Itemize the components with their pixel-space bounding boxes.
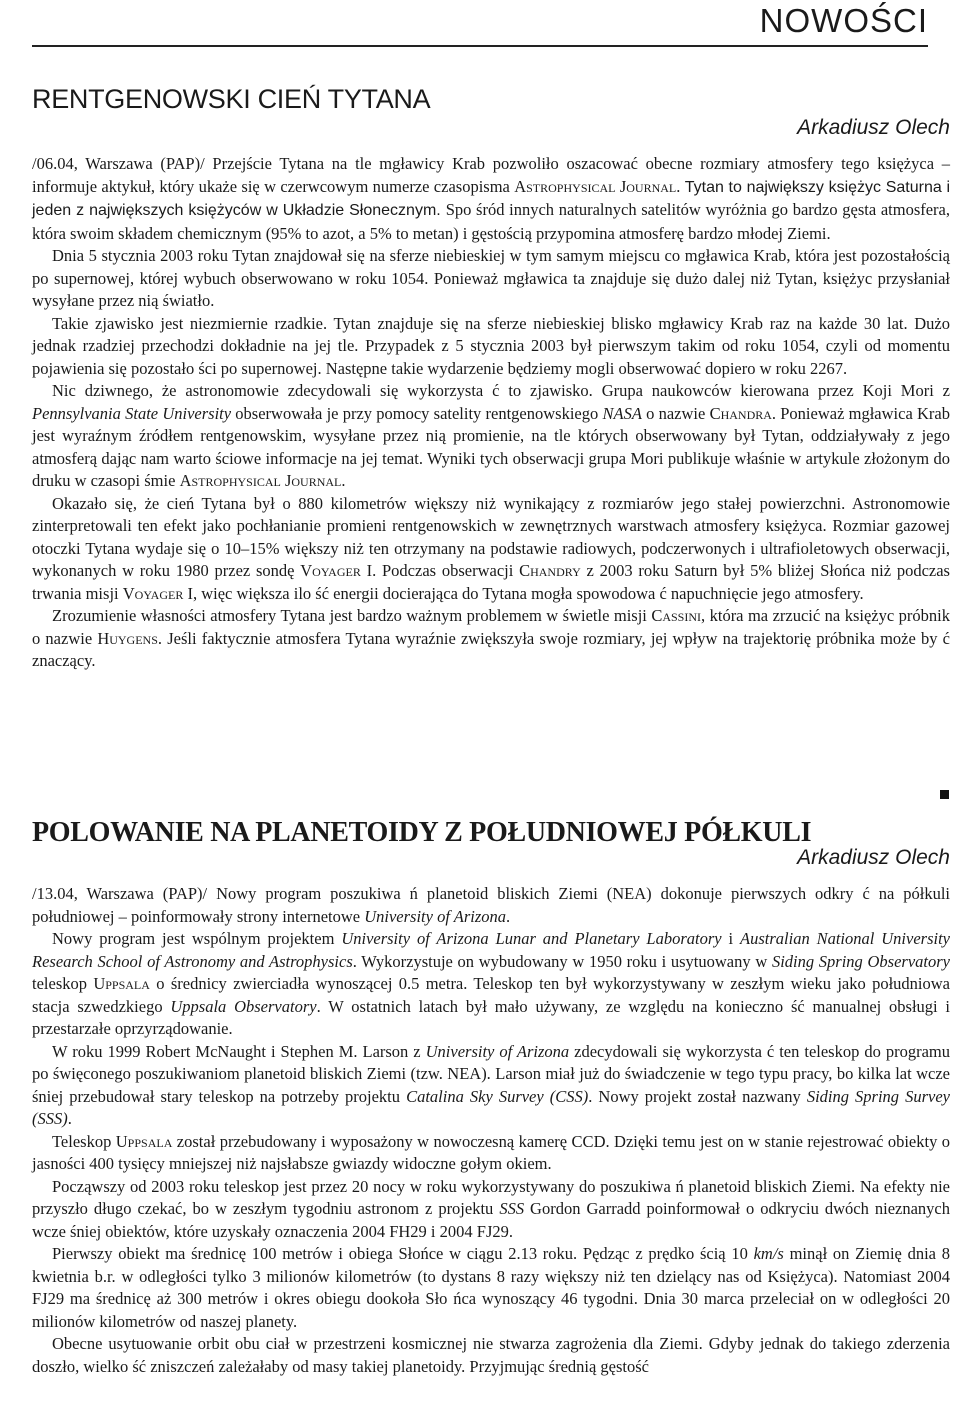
article-author: Arkadiusz Olech	[797, 115, 950, 139]
text: minął on Ziemię dnia 8 kwietnia b.r. w odległości tylko 3 milionów kilometrów (to dystans 8 razy większy niż ten dzielący nas od Księżyca). Natomiast 2004 FJ29 ma średnicę aż 300 metrów i okres obiegu dookoła Sło ńca wynoszący 46 tygodni. Dnia 30 marca przeleciał on w odległości 20 milionów kilometrów od naszej planety.	[32, 1244, 950, 1331]
article-author: Arkadiusz Olech	[797, 845, 950, 869]
text: Tytan to największy księżyc Saturna i jeden z największych księżyców w Układzie Słonecznym.	[32, 178, 951, 219]
text: W roku 1999 Robert McNaught i Stephen M. Larson z	[52, 1041, 426, 1061]
text: Nic dziwnego, że astronomowie zdecydowali się wykorzysta ć to zjawisko. Grupa naukowców kierowana przez Koji Mori z	[52, 381, 950, 400]
journal-name: Astrophysical Journal	[179, 471, 342, 490]
probe-name: Voyager	[122, 583, 184, 603]
text: teleskop	[32, 974, 94, 993]
project-name: SSS	[499, 1199, 525, 1218]
text: .	[506, 906, 511, 926]
section-header: NOWOŚCI	[759, 2, 928, 39]
university-name: Pennsylvania State University	[32, 403, 232, 423]
institution-name: University of Arizona Lunar and Planetary Laboratory	[341, 929, 722, 948]
text: o średnicy zwierciadła wynoszącej 0.5 metra. Teleskop ten był wykorzystywany w zeszłym wieku jako południowa stacja szwedzkiego	[32, 974, 950, 1016]
telescope-name: Uppsala	[115, 1131, 173, 1151]
text: /13.04, Warszawa (PAP)/ Nowy program poszukiwa ń planetoid bliskich Ziemi (NEA) dokonuje pierwszych odkry ć na półkuli południowej – poinformowały strony internetowe	[32, 884, 950, 926]
paragraph	[32, 1176, 950, 1244]
text: Pierwszy obiekt ma średnicę 100 metrów i obiega Słońce w ciągu 2.13 roku. Pędząc z prędko ścią 10	[52, 1244, 754, 1263]
text: zdecydowali się wykorzysta ć ten teleskop do programu po święconego poszukiwaniom planetoid bliskich Ziemi (tzw. NEA). Larson miał już do świadczenie w tego typu pracy, bo kilka lat wcze śniej przebudował stary teleskop na potrzeby projektu	[32, 1041, 950, 1106]
text: i	[721, 929, 741, 948]
paragraph	[32, 928, 950, 1041]
paragraph	[32, 1243, 950, 1333]
paragraph	[32, 1131, 950, 1176]
observatory-name: Siding Spring Observatory	[771, 951, 950, 971]
text: Teleskop	[52, 1131, 116, 1151]
header-rule	[32, 45, 928, 47]
text: z 2003 roku Saturn był 5% bliżej Słońca niż podczas trwania misji	[32, 561, 950, 603]
end-of-article-mark	[940, 790, 949, 799]
paragraph: Takie zjawisko jest niezmiernie rzadkie. Tytan znajduje się na sferze niebieskiej blisko mgławicy Krab raz na każde 30 lat. Dużo jednak rzadziej przechodzi dokładnie na jej tle. Przypadek z 5 stycznia 2003 był pierwszym takim od roku 1054, czyli od momentu pojawienia się pozostało ści po supernowej. Następne takie wydarzenie będziemy mogli obserwować dopiero w roku 2267.	[32, 313, 950, 378]
university-name: University of Arizona	[425, 1041, 570, 1061]
paragraph	[32, 153, 950, 245]
observatory-name: Uppsala Observatory	[170, 996, 317, 1016]
paragraph: Obecne usytuowanie orbit obu ciał w przestrzeni kosmicznej nie stwarza zagrożenia dla Ziemi. Gdyby jednak do takiego zderzenia doszło, wielko ść zniszczeń zależałaby od masy takiej planetoidy. Przyjmując średnią gęstość	[32, 1334, 950, 1376]
paragraph: Dnia 5 stycznia 2003 roku Tytan znajdował się na sferze niebieskiej w tym samym miejscu co mgławica Krab, która jest pozostałością po supernowej, której wybuch obserwowano w roku 1054. Ponieważ mgławica ta znajduje się dużo dalej niż Tytan, księżyc przysłaniał wysyłane przez nią światło.	[32, 246, 950, 310]
satellite-name: Chandra	[709, 403, 772, 423]
text: . Nowy projekt został nazwany	[588, 1086, 807, 1106]
text: Gordon Garradd poinformował o odkryciu dwóch nieznanych wcze śniej obiektów, które uzyskały oznaczenia 2004 FH29 i 2004 FJ29.	[32, 1199, 951, 1241]
article-title: POLOWANIE NA PLANETOIDY Z POŁUDNIOWEJ PÓŁKULI	[32, 817, 812, 848]
text: Okazało się, że cień Tytana był o 880 kilometrów większy niż wynikający z rozmiarów jego stałej powierzchni. Astronomowie zinterpretowali ten efekt jako pochłanianie promieni rentgenowskich w zewnętrznych warstwach atmosfery księżyca. Rozmiar gazowej otoczki Tytana wydaje się o 10–15% większy niż ten otrzymany na podstawie radiowych, podczerwonych i ultrafioletowych obserwacji, wykonanych w roku 1980 przez sondę	[32, 493, 950, 580]
text: . W ostatnich latach był mało używany, ze względu na konieczno ść manualnej obsługi i przestarzałe oprzyrządowanie.	[32, 996, 951, 1038]
text: .	[67, 1109, 72, 1128]
text: Nowy program jest wspólnym projektem	[52, 929, 342, 948]
text: Zrozumienie własności atmosfery Tytana jest bardzo ważnym problemem w świetle misji	[52, 606, 652, 625]
telescope-name: Uppsala	[93, 974, 150, 993]
university-name: University of Arizona	[364, 906, 507, 926]
article-planetoidy	[32, 817, 951, 1378]
paragraph	[32, 605, 950, 673]
project-name: Catalina Sky Survey (CSS)	[406, 1086, 589, 1106]
text: obserwowała je przy pomocy satelity rentgenowskiego	[231, 403, 603, 423]
probe-name: Huygens	[97, 628, 158, 648]
text: . Wykorzystuje on wybudowany w 1950 roku i usytuowany w	[352, 951, 772, 971]
probe-name: Voyager	[300, 561, 361, 580]
paragraph	[32, 493, 950, 606]
text: został przebudowany i wyposażony w nowoczesną kamerę CCD. Dzięki temu jest on w stanie rejestrować obiekty o jasności 400 tysięcy mniejszej niż najsłabsze gwiazdy widoczne gołym okiem.	[32, 1131, 950, 1173]
text: .	[676, 176, 685, 196]
paragraph	[32, 883, 950, 928]
text: I. Podczas obserwacji	[360, 561, 520, 580]
paragraph	[32, 380, 950, 493]
text: I, więc większa ilo ść energii docierająca do Tytana mogła spowodowa ć napuchnięcie jego atmosfery.	[183, 583, 864, 603]
text: , która ma zrzucić na księżyc próbnik o nazwie	[32, 606, 950, 648]
article-title: RENTGENOWSKI CIEŃ TYTANA	[32, 84, 431, 114]
text: .	[341, 471, 346, 490]
text: o nazwie	[641, 403, 710, 423]
satellite-name: Chandry	[519, 561, 581, 580]
text: Począwszy od 2003 roku teleskop jest przez 20 nocy w roku wykorzystywany do poszukiwa ń planetoid bliskich Ziemi. Na efekty nie przyszło długo czekać, bo w zeszłym tygodniu astronom z projektu	[32, 1176, 950, 1218]
project-name: Siding Spring Survey (SSS)	[32, 1086, 950, 1128]
text: . Ponieważ mgławica Krab jest wyraźnym źródłem rentgenowskim, wysyłane przez nią promienie, na tle których obserwowany był Tytan, oddziaływały z jego atmosferą dając nam warto ściowe informacje na jej temat. Wyniki tych obserwacji grupa Mori publikuje właśnie w artykule złożonym do druku w czasopi śmie	[32, 403, 950, 490]
article-rentgen	[32, 84, 951, 673]
institution-name: Australian National University Research School of Astronomy and Astrophysics	[32, 929, 950, 971]
text: Spo śród innych naturalnych satelitów wyróżnia go bardzo gęsta atmosfera, która swoim składem chemicznym (95% to azot, a 5% to metan) i gęstością przypomina atmosferę bardzo młodej Ziemi.	[32, 200, 951, 243]
unit: km/s	[753, 1244, 784, 1263]
paragraph	[32, 1041, 950, 1131]
mission-name: Cassini	[651, 606, 702, 625]
text: . Jeśli faktycznie atmosfera Tytana wyraźnie zwiększyła swoje rozmiary, jej wpływ na trajektorię próbnika może by ć znaczący.	[32, 628, 950, 670]
agency-name: NASA	[602, 403, 642, 423]
text: /06.04, Warszawa (PAP)/ Przejście Tytana na tle mgławicy Krab pozwoliło oszacować obecne rozmiary atmosfery tego księżyca – informuje aktykuł, który ukaże się w czerwcowym numerze czasopisma	[32, 154, 950, 196]
journal-name: Astrophysical Journal	[514, 176, 677, 196]
